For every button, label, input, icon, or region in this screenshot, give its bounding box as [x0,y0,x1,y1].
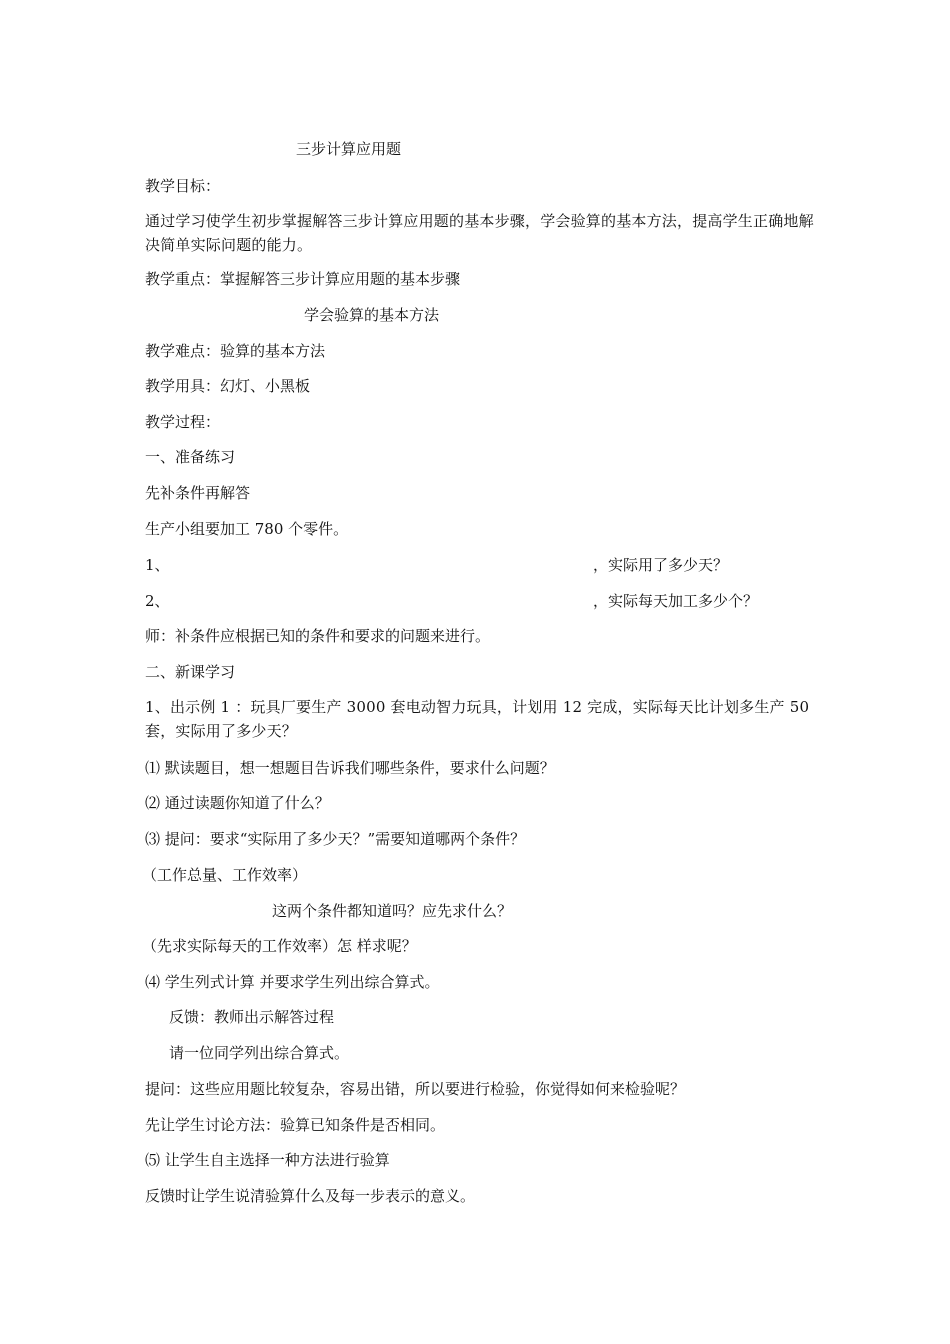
feedback: 反馈：教师出示解答过程 [169,1008,335,1026]
step-1: ⑴ 默读题目，想一想题目告诉我们哪些条件，要求什么问题？ [145,759,555,777]
step-5: ⑸ 让学生自主选择一种方法进行验算 [145,1151,390,1169]
section-2-heading: 二、新课学习 [145,663,236,681]
teacher-note: 师：补条件应根据已知的条件和要求的问题来进行。 [145,627,491,645]
ask-formula: 请一位同学列出综合算式。 [169,1044,350,1062]
discuss-method: 先让学生讨论方法：验算已知条件是否相同。 [145,1116,446,1134]
step-3: ⑶ 提问：要求“实际用了多少天？”需要知道哪两个条件？ [145,830,526,848]
prep-problem: 生产小组要加工 780 个零件。 [145,520,349,538]
step-2: ⑵ 通过读题你知道了什么？ [145,794,330,812]
question-1-tail: ，实际用了多少天？ [593,556,729,574]
key-points: 教学重点：掌握解答三步计算应用题的基本步骤 [145,270,461,288]
step-4: ⑷ 学生列式计算 并要求学生列出综合算式。 [145,973,440,991]
process-heading: 教学过程： [145,413,221,431]
document-title: 三步计算应用题 [296,140,402,158]
teaching-tools: 教学用具：幻灯、小黑板 [145,377,311,395]
answer-3b: （先求实际每天的工作效率）怎 样求呢？ [142,937,417,955]
question-2-tail: ，实际每天加工多少个？ [593,592,759,610]
question-1-number: 1、 [145,556,170,574]
section-1-heading: 一、准备练习 [145,448,236,466]
prep-instruction: 先补条件再解答 [145,484,251,502]
answer-3: （工作总量、工作效率） [142,866,308,884]
question-3b: 这两个条件都知道吗？应先求什么？ [272,902,513,920]
example-1: 1、出示例 1 ：玩具厂要生产 3000 套电动智力玩具，计划用 12 完成，实际每天比计划多生产 50 套，实际用了多少天？ [145,698,810,740]
objectives-heading: 教学目标： [145,177,221,195]
ask-check: 提问：这些应用题比较复杂，容易出错，所以要进行检验，你觉得如何来检验呢？ [145,1080,686,1098]
objectives-text: 通过学习使学生初步掌握解答三步计算应用题的基本步骤，学会验算的基本方法，提高学生正确地解决简单实际问题的能力。 [145,212,814,254]
feedback-final: 反馈时让学生说清验算什么及每一步表示的意义。 [145,1187,476,1205]
difficulty: 教学难点：验算的基本方法 [145,342,326,360]
question-2-number: 2、 [145,592,170,610]
key-points-continued: 学会验算的基本方法 [304,306,440,324]
